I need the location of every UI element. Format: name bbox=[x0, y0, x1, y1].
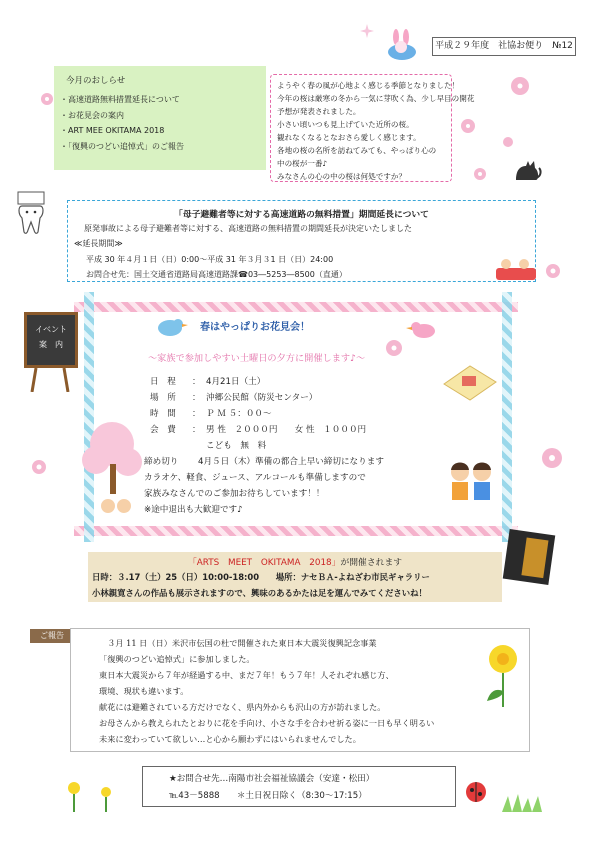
event-row-value: 4月５日（木）準備の都合上早い締切になります bbox=[198, 457, 384, 467]
picnic-icon bbox=[440, 360, 498, 404]
contents-title: 今月のおしらせ bbox=[66, 76, 126, 86]
report-text: ３月 11 日（日）米沢市伝国の杜で開催された東日本大震災復興記念事業 「復興のつどい追悼式」に参加しました。 東日本大震災から７年が経過する中、まだ７年！もう７年！人それぞれ感じ方、 環境、現状も違います。 献花には避難されている方だけでなく、県内外からも沢山の方が訪れました。 お母さんから教えられたとおりに花を手向け、小さな手を合わせ祈る姿に一日も早く明るい 未来に変わっていて欲しい…と心から願わずにはいられませんでした。 bbox=[99, 638, 435, 744]
highway-contact: お問合せ先：国土交通省道路局高速道路課☎03―5253―8500（直通） bbox=[86, 270, 347, 279]
event-row-value: 4月21日（土） bbox=[206, 377, 266, 387]
tooth-icon bbox=[12, 188, 60, 238]
arts-title-suffix: が開催されます bbox=[340, 558, 403, 568]
event-note: カラオケ、軽食、ジュース、アルコールも準備しますので bbox=[144, 473, 366, 483]
bird-icon bbox=[152, 312, 192, 340]
event-row-key: 場 所 bbox=[150, 393, 176, 403]
sign-line: 案 内 bbox=[39, 340, 63, 349]
contents-list bbox=[60, 92, 184, 154]
bunny-icon bbox=[380, 28, 424, 62]
contents-item: ・お花見会の案内 bbox=[60, 110, 124, 120]
sparkle-icon bbox=[360, 24, 374, 38]
sakura-icon bbox=[384, 338, 404, 358]
event-row-key: 締め切り bbox=[144, 457, 179, 467]
ladybug-icon bbox=[462, 778, 492, 806]
frame-stripe bbox=[74, 302, 518, 312]
highway-text: 原発事故による母子避難者等に対する、高速道路の無料措置の期間延長が決定いたしました bbox=[84, 224, 412, 233]
arts-title bbox=[88, 555, 502, 568]
contact-line: ★お問合せ先…南陽市社会福祉協議会（安達・松田） bbox=[169, 774, 375, 784]
event-row-key: 会 費 bbox=[150, 425, 176, 435]
highway-notice bbox=[67, 200, 536, 282]
event-row-time: 時 間 ： Ｐ Ｍ ５：００～ bbox=[150, 409, 272, 419]
event-row-deadline bbox=[144, 455, 384, 467]
sign-line: イベント bbox=[35, 325, 67, 334]
contents-panel bbox=[54, 66, 266, 170]
highway-period-label: ≪延長期間≫ bbox=[74, 239, 123, 248]
contact-line: ℡43－5888 ＊土日祝日除く（8:30～17:15） bbox=[169, 791, 367, 801]
contents-item: ・ART MEE OKITAMA 2018 bbox=[60, 126, 165, 135]
sakura-icon bbox=[540, 446, 564, 470]
event-title: 春はやっぱりお花見会！ bbox=[200, 322, 310, 333]
sakura-icon bbox=[544, 262, 562, 280]
issue-label: 平成２９年度 社協お便り №12 bbox=[432, 37, 576, 56]
cat-icon bbox=[512, 158, 542, 182]
event-row-date: 日 程 ： 4月21日（土） bbox=[150, 377, 266, 387]
flowers-icon bbox=[62, 778, 122, 812]
event-row-value: 沖郷公民館（防災センター） bbox=[206, 393, 318, 403]
highway-period: 平成 30 年４月１日（日）0:00～平成 31 年３月３1 日（日）24:00 bbox=[86, 255, 334, 264]
arts-banner bbox=[88, 552, 502, 602]
frame-stripe bbox=[74, 526, 518, 536]
highway-title: 「母子避難者等に対する高速道路の無料措置」期間延長について bbox=[174, 210, 429, 220]
children-icon bbox=[444, 460, 498, 506]
report-tab: ご報告 bbox=[30, 629, 74, 643]
sakura-tree-icon bbox=[82, 420, 148, 516]
contents-item: ・高速道路無料措置延長について bbox=[60, 95, 180, 104]
event-row-value: Ｐ Ｍ ５：００～ bbox=[206, 409, 272, 419]
event-row-place: 場 所 ： 沖郷公民館（防災センター） bbox=[150, 393, 318, 403]
contents-item: ・「復興のつどい追悼式」のご報告 bbox=[60, 141, 184, 151]
grass-icon bbox=[500, 790, 546, 812]
arts-note: 小林親寛さんの作品も展示されますので、興味のあるかたは足を運んでみてくださいね！ bbox=[92, 588, 427, 598]
contact-box bbox=[142, 766, 456, 807]
event-child-fee: こども 無 料 bbox=[206, 441, 267, 451]
artwork-detail bbox=[521, 537, 548, 578]
greeting-box bbox=[270, 74, 475, 182]
report-box bbox=[70, 628, 530, 752]
greeting-text: ようやく春の風が心地よく感じる季節となりました！ 今年の桜は厳寒の冬から一気に芽吹く為、少し早目の開花 予想が発表されました。 小さい頃いつも見上げていた近所の桜。 観れなくなるとなおさら愛しく感じます。 各地の桜の名所を訪ねてみても、やっぱり心の 中の桜が一番♪ みなさんの心の中の桜は何処ですか？ bbox=[277, 81, 475, 181]
event-row-fee: 会 費 ： 男 性 ２０００円 女 性 １０００円 bbox=[150, 425, 367, 435]
event-note: 家族みなさんでのご参加お待ちしています！！ bbox=[144, 489, 325, 499]
event-row-value: 男 性 ２０００円 女 性 １０００円 bbox=[206, 425, 367, 435]
arts-title-main: 「ARTS MEET OKITAMA 2018」 bbox=[187, 558, 341, 568]
dandelion-icon bbox=[481, 643, 527, 709]
children-icon bbox=[494, 254, 540, 284]
easel-icon bbox=[30, 368, 70, 392]
artwork-photo bbox=[503, 529, 556, 585]
event-signboard bbox=[24, 312, 78, 368]
bird-icon bbox=[404, 316, 442, 342]
sakura-icon bbox=[30, 458, 48, 476]
event-row-key: 時 間 bbox=[150, 409, 176, 419]
event-note: ※途中退出も大歓迎です♪ bbox=[144, 505, 243, 515]
arts-dates: 日時：３.17（土）25（日）10:00-18:00 場所：ナセＢＡ-よねざわ市民ギャラリー bbox=[92, 572, 430, 582]
event-row-key: 日 程 bbox=[150, 377, 176, 387]
event-subtitle: ～家族で参加しやすい土曜日の夕方に開催します♪～ bbox=[148, 353, 366, 364]
frame-stripe bbox=[502, 292, 512, 542]
sakura-icon bbox=[40, 92, 54, 106]
